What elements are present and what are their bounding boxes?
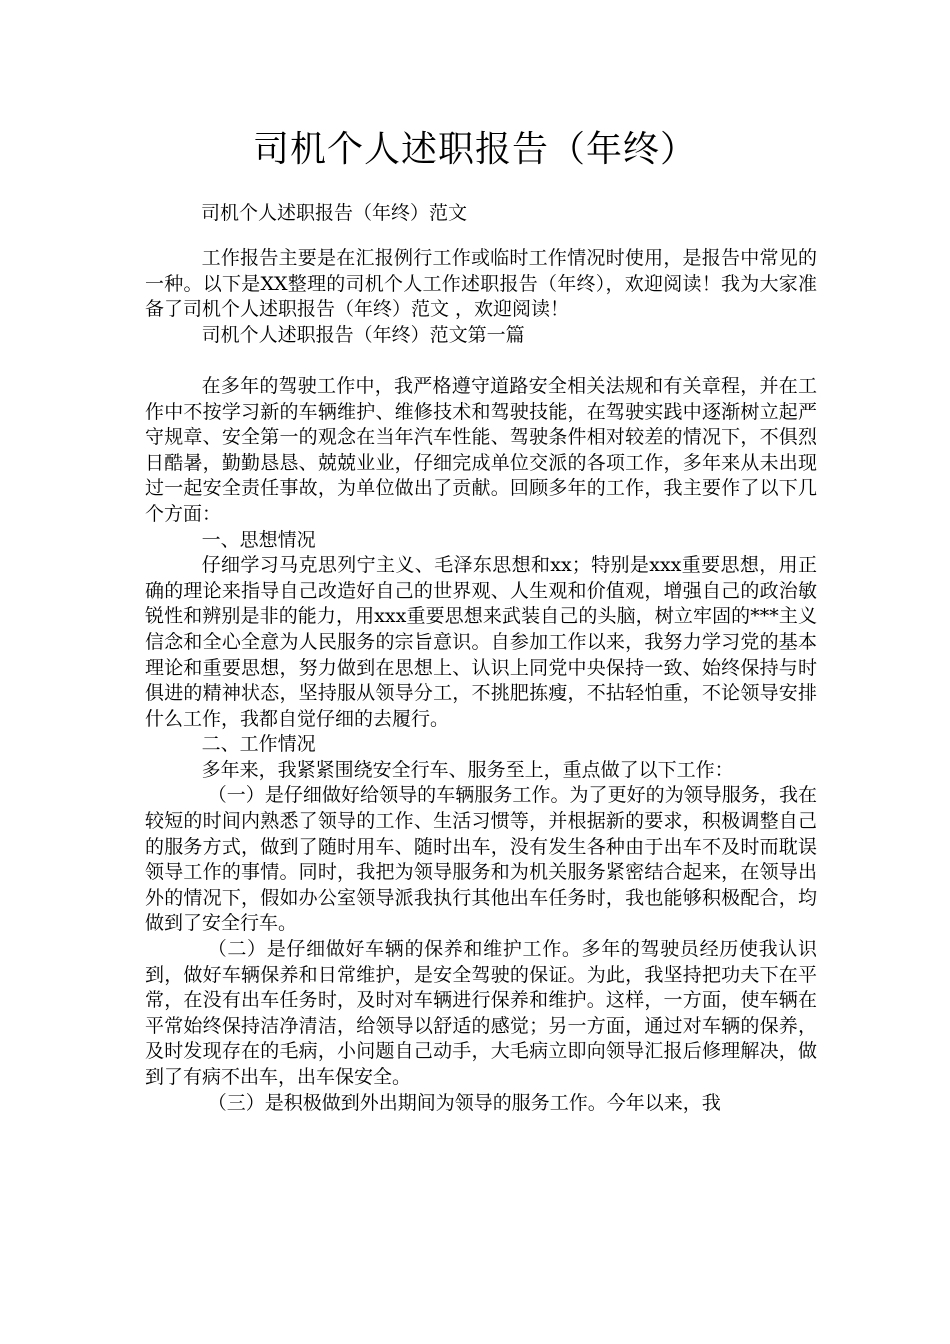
intro-paragraph: 工作报告主要是在汇报例行工作或临时工作情况时使用，是报告中常见的一种。以下是XX整理的司机个人工作述职报告（年终），欢迎阅读！我为大家准备了司机个人述职报告（年终）范文 ，欢迎阅读！ xyxy=(145,247,817,321)
section2-intro: 多年来，我紧紧围绕安全行车、服务至上，重点做了以下工作： xyxy=(201,758,734,781)
item-2-paragraph: （二）是仔细做好车辆的保养和维护工作。多年的驾驶员经历使我认识到，做好车辆保养和日常维护，是安全驾驶的保证。为此，我坚持把功夫下在平常，在没有出车任务时，及时对车辆进行保养和维护。这样，一方面，使车辆在平常始终保持洁净清洁，给领导以舒适的感觉；另一方面，通过对车辆的保养，及时发现存在的毛病，小问题自己动手，大毛病立即向领导汇报后修理解决，做到了有病不出车，出车保安全。 xyxy=(145,938,817,1088)
section1-paragraph: 仔细学习马克思列宁主义、毛泽东思想和xx；特别是xxx重要思想，用正确的理论来指导自己改造好自己的世界观、人生观和价值观，增强自己的政治敏锐性和辨别是非的能力，用xxx重要思想来武装自己的头脑，树立牢固的***主义信念和全心全意为人民服务的宗旨意识。自参加工作以来，我努力学习党的基本理论和重要思想，努力做到在思想上、认识上同党中央保持一致、始终保持与时俱进的精神状态，坚持服从领导分工，不挑肥拣瘦，不拈轻怕重，不论领导安排什么工作，我都自觉仔细的去履行。 xyxy=(145,554,817,730)
part-title: 司机个人述职报告（年终）范文第一篇 xyxy=(201,323,525,346)
document-subtitle: 司机个人述职报告（年终）范文 xyxy=(201,202,468,224)
opening-paragraph: 在多年的驾驶工作中，我严格遵守道路安全相关法规和有关章程，并在工作中不按学习新的车辆维护、维修技术和驾驶技能，在驾驶实践中逐渐树立起严守规章、安全第一的观念在当年汽车性能、驾驶条件相对较差的情况下，不俱烈日酷暑，勤勤恳恳、兢兢业业，仔细完成单位交派的各项工作，多年来从未出现过一起安全责任事故，为单位做出了贡献。回顾多年的工作，我主要作了以下几个方面： xyxy=(145,374,817,525)
item-3-paragraph: （三）是积极做到外出期间为领导的服务工作。今年以来，我 xyxy=(207,1091,721,1114)
spacer xyxy=(145,348,817,374)
document-title: 司机个人述职报告（年终） xyxy=(252,129,697,170)
section1-title: 一、思想情况 xyxy=(201,528,316,551)
section2-title: 二、工作情况 xyxy=(201,733,316,756)
item-1-paragraph: （一）是仔细做好给领导的车辆服务工作。为了更好的为领导服务，我在较短的时间内熟悉了领导的工作、生活习惯等，并根据新的要求，积极调整自己的服务方式，做到了随时用车、随时出车，没有发生各种由于出车不及时而耽误领导工作的事情。同时，我把为领导服务和为机关服务紧密结合起来，在领导出外的情况下，假如办公室领导派我执行其他出车任务时，我也能够积极配合，均做到了安全行车。 xyxy=(145,784,817,935)
document-body xyxy=(145,246,817,1116)
